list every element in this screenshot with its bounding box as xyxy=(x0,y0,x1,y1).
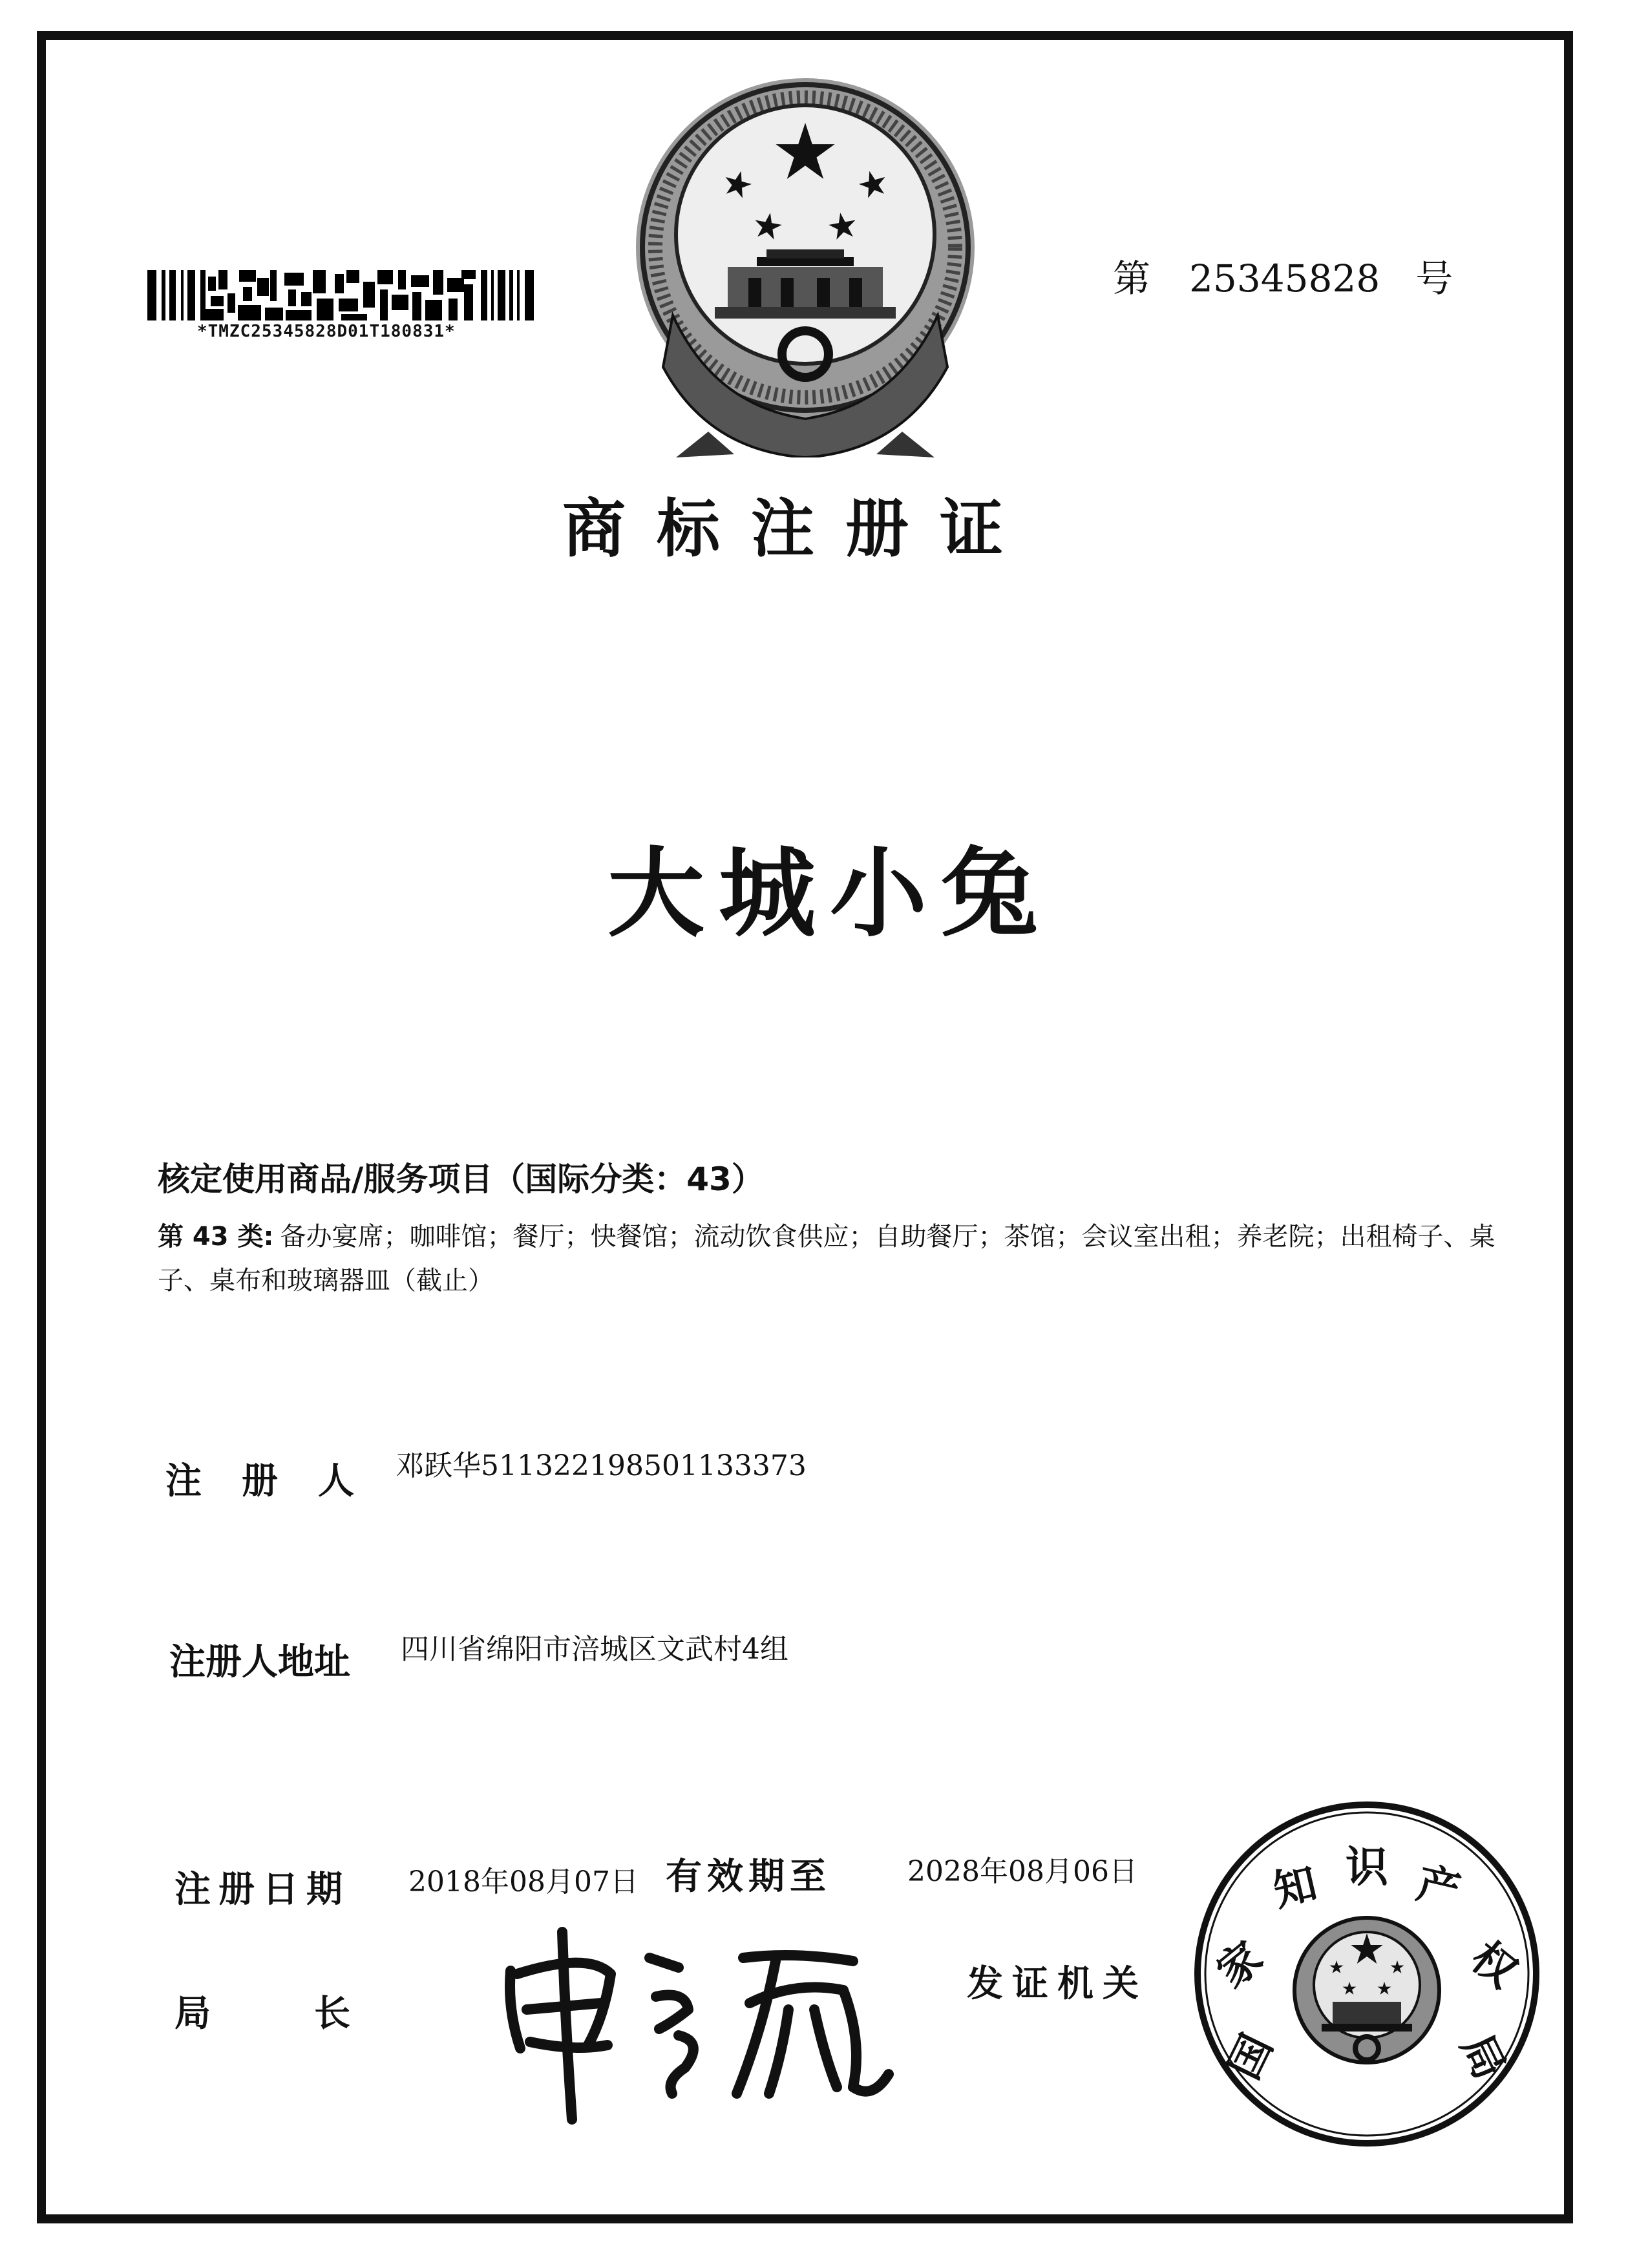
registration-date-value: 2018年08月07日 xyxy=(408,1865,639,1898)
registrant-label: 注册人 xyxy=(165,1460,394,1502)
svg-text:局: 局 xyxy=(1451,2026,1516,2087)
goods-list xyxy=(158,1215,1521,1303)
certificate-title: 商标注册证 xyxy=(562,492,1035,566)
director-label: 局长 xyxy=(174,1993,454,2035)
address-value: 四川省绵阳市涪城区文武村4组 xyxy=(401,1633,788,1666)
issuing-authority-label: 发证机关 xyxy=(967,1963,1148,2005)
certificate-number-prefix: 第 xyxy=(1113,257,1151,300)
svg-text:家: 家 xyxy=(1207,1931,1273,1998)
certificate-number-value: 25345828 xyxy=(1189,257,1380,300)
handwritten-signature xyxy=(491,1913,918,2126)
trademark-name: 大城小兔 xyxy=(607,837,1053,950)
certificate-number-suffix: 号 xyxy=(1415,257,1453,300)
goods-class: 第 43 类: xyxy=(158,1222,274,1252)
valid-until-value: 2028年08月06日 xyxy=(907,1855,1137,1888)
registration-date-label: 注册日期 xyxy=(174,1869,350,1911)
svg-text:权: 权 xyxy=(1461,1931,1527,1998)
goods-items: 备办宴席；咖啡馆；餐厅；快餐馆；流动饮食供应；自助餐厅；茶馆；会议室出租；养老院；出租椅子、桌子、桌布和玻璃器皿（截止） xyxy=(158,1222,1495,1296)
national-emblem-icon xyxy=(611,70,999,457)
svg-text:产: 产 xyxy=(1412,1858,1465,1916)
svg-text:知: 知 xyxy=(1269,1858,1322,1916)
address-label: 注册人地址 xyxy=(169,1641,350,1683)
official-seal-icon xyxy=(1189,1796,1545,2152)
goods-heading: 核定使用商品/服务项目（国际分类：43） xyxy=(158,1160,764,1198)
barcode xyxy=(147,270,534,320)
svg-text:识: 识 xyxy=(1346,1842,1388,1893)
registrant-value: 邓跃华511322198501133373 xyxy=(396,1449,807,1482)
barcode-text: *TMZC25345828D01T180831* xyxy=(197,322,456,341)
valid-until-label: 有效期至 xyxy=(666,1856,831,1898)
certificate-number xyxy=(1113,248,1453,302)
svg-text:国: 国 xyxy=(1218,2026,1283,2087)
